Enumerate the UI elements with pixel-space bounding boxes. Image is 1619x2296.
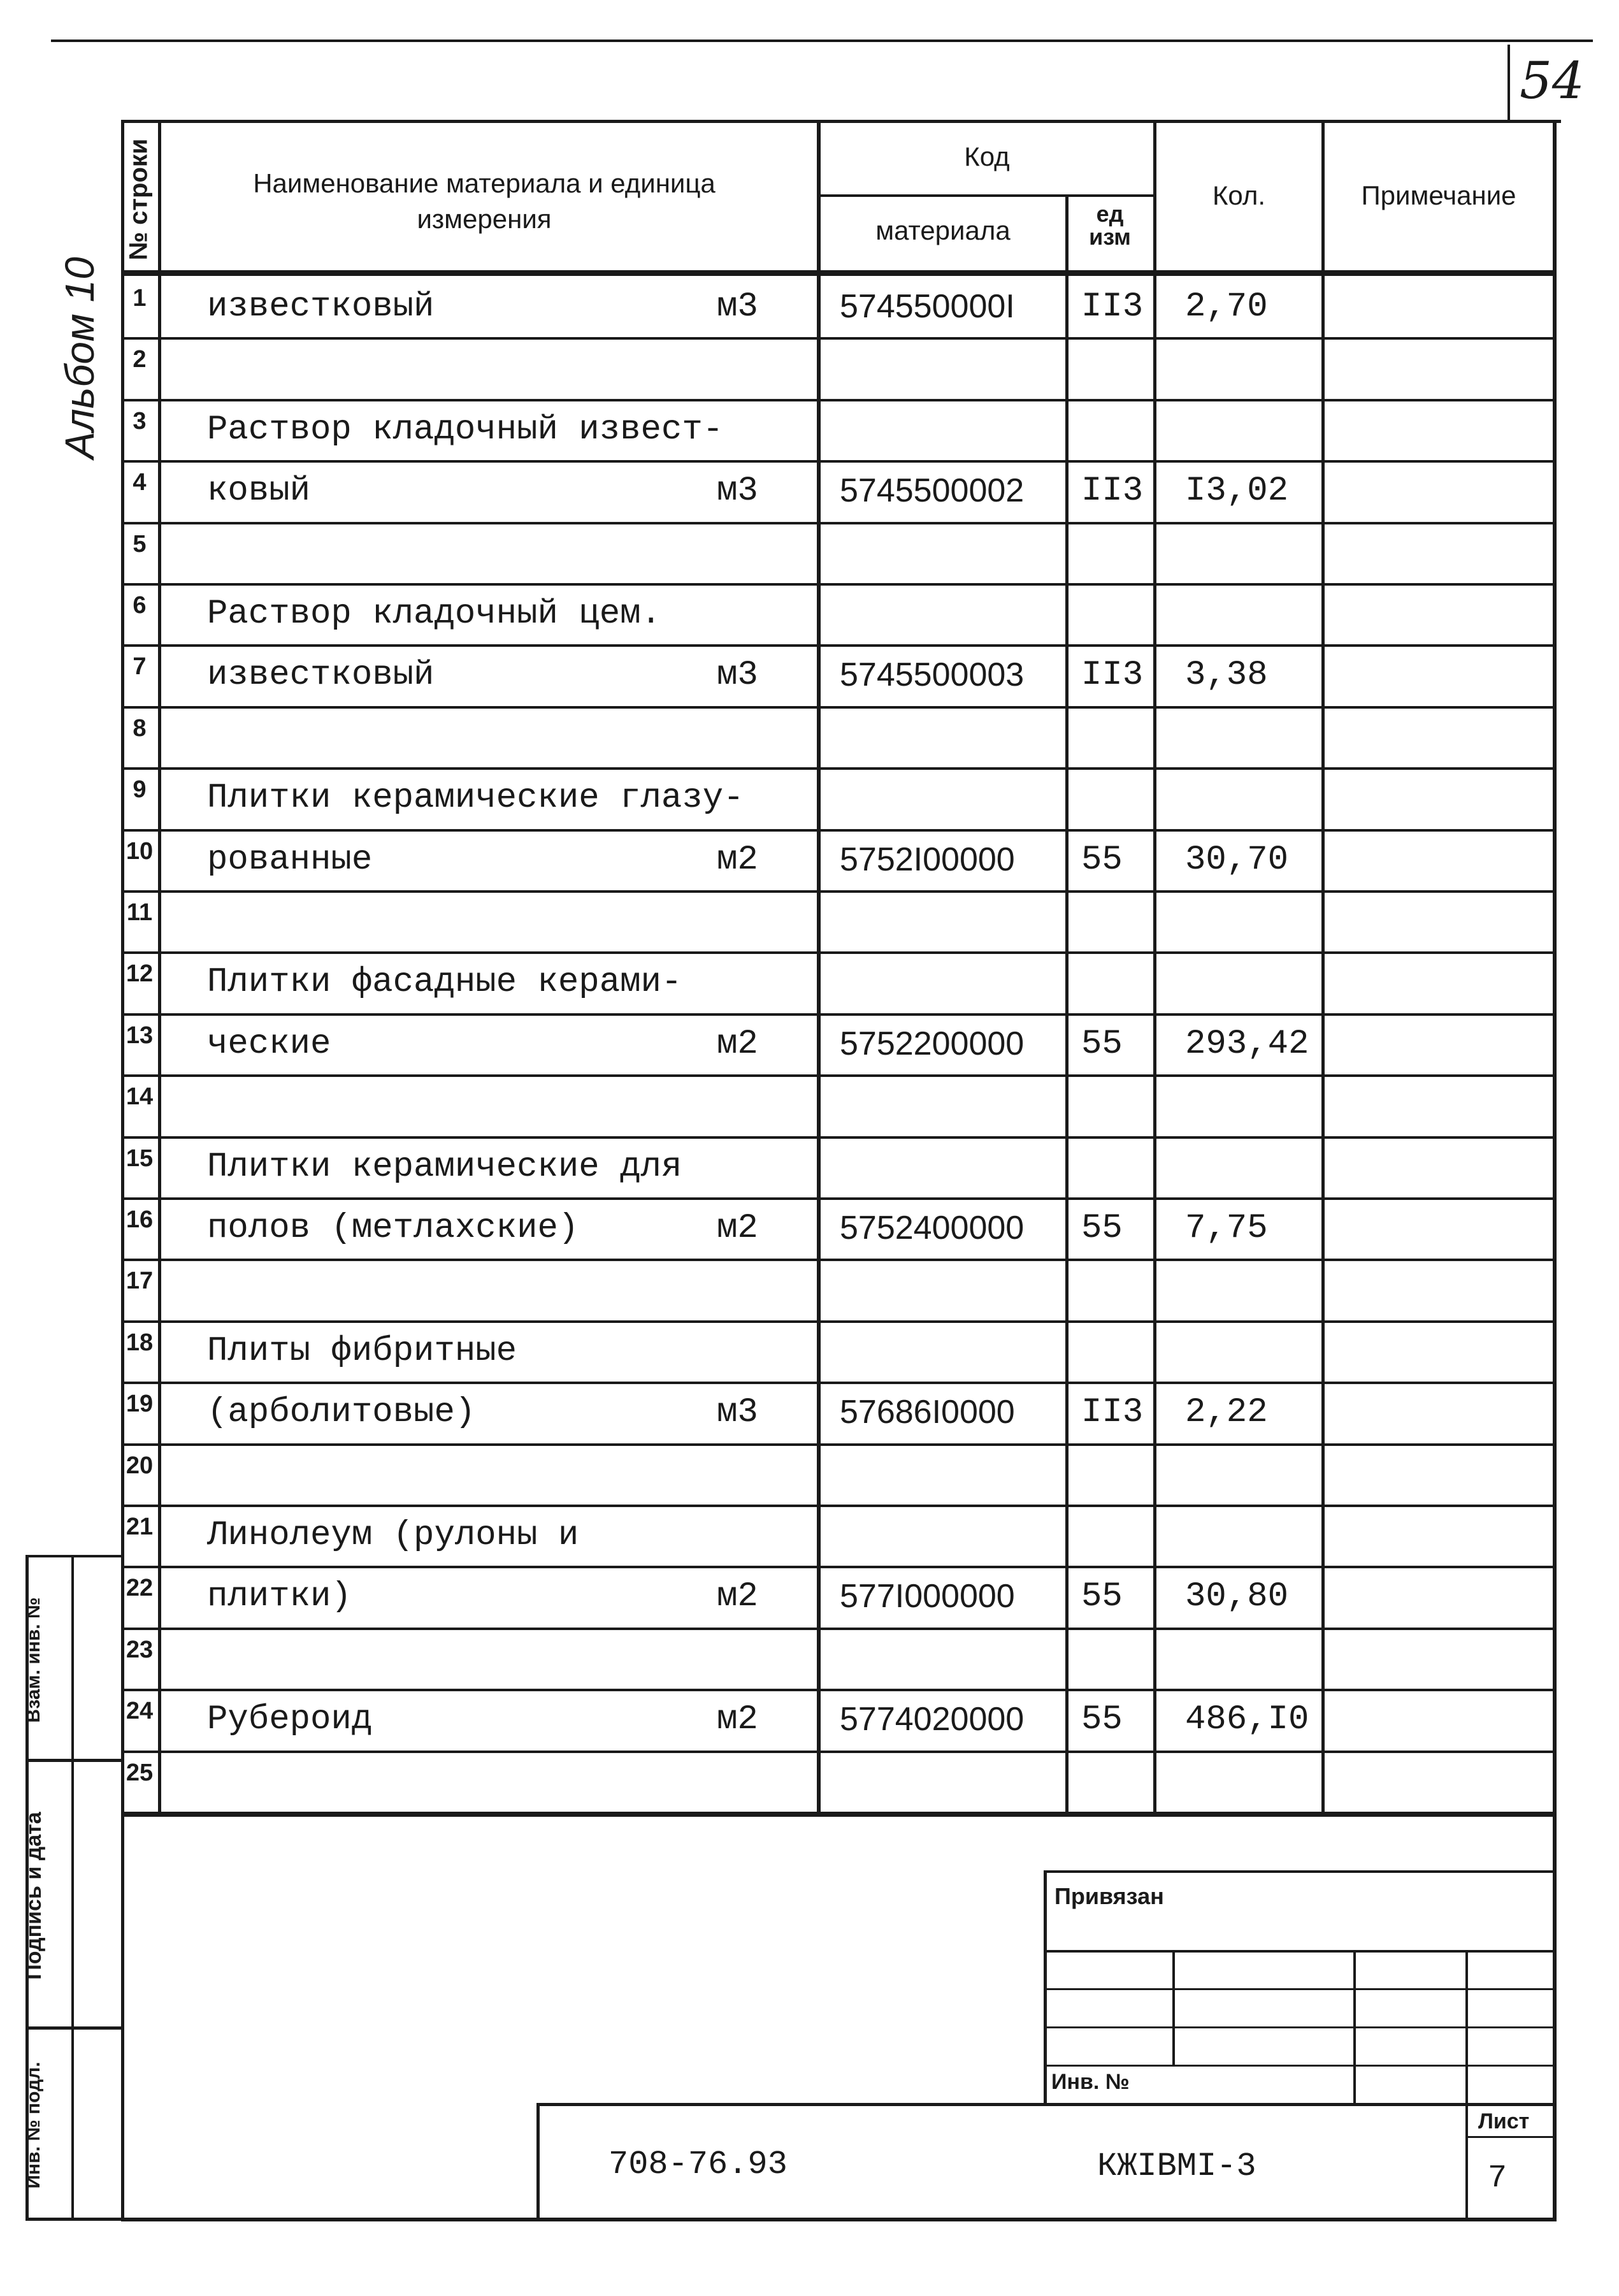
material-unit-code: 55 — [1081, 1209, 1123, 1248]
row-divider — [121, 1628, 1557, 1630]
stamp-doc-code: 708-76.93 — [608, 2146, 788, 2183]
material-unit: м2 — [717, 841, 758, 879]
row-divider — [121, 1443, 1557, 1446]
row-divider — [121, 951, 1557, 954]
row-number: 4 — [133, 469, 147, 496]
row-number: 22 — [126, 1575, 154, 1601]
material-unit-code: 55 — [1081, 1577, 1123, 1616]
material-code: 5752400000 — [840, 1209, 1025, 1246]
row-divider — [121, 1197, 1557, 1200]
stamp-sheet-label: Лист — [1478, 2109, 1530, 2134]
material-unit: м3 — [717, 1393, 758, 1432]
row-divider — [121, 1566, 1557, 1568]
row-divider — [121, 583, 1557, 586]
material-code: 57686I0000 — [840, 1394, 1015, 1431]
material-name: известковый — [207, 656, 435, 695]
row-number: 11 — [126, 899, 153, 926]
material-name: Рубероид — [207, 1700, 373, 1739]
material-code: 574550000I — [840, 288, 1015, 325]
material-qty: 30,70 — [1185, 841, 1289, 879]
material-code: 5745500003 — [840, 656, 1025, 693]
material-qty: 2,70 — [1185, 287, 1268, 326]
header-material: материала — [875, 215, 1011, 245]
material-qty: 293,42 — [1185, 1025, 1309, 1064]
material-unit-code: 55 — [1081, 841, 1123, 879]
material-name: рованные — [207, 841, 373, 879]
row-divider — [121, 1505, 1557, 1507]
material-name: (арболитовые) — [207, 1393, 476, 1432]
row-divider — [121, 522, 1557, 524]
material-unit-code: 55 — [1081, 1700, 1123, 1739]
row-number: 21 — [126, 1513, 154, 1540]
material-name: Плитки керамические глазу- — [207, 779, 744, 818]
material-unit: м3 — [717, 472, 758, 510]
header-note: Примечание — [1361, 180, 1516, 210]
material-unit: м2 — [717, 1025, 758, 1064]
page-number: 54 — [1520, 51, 1585, 110]
material-code: 5752I00000 — [840, 841, 1015, 878]
material-name: плитки) — [207, 1577, 352, 1616]
row-divider — [121, 644, 1557, 647]
header-code: Код — [964, 141, 1010, 171]
row-number: 17 — [126, 1267, 154, 1294]
material-unit: м2 — [717, 1700, 758, 1739]
material-code: 5745500002 — [840, 472, 1025, 509]
material-name: Раствор кладочный извест- — [207, 410, 724, 449]
row-number: 1 — [133, 285, 147, 312]
row-number: 18 — [126, 1329, 154, 1356]
row-number: 7 — [133, 653, 147, 680]
header-row-no: № строки — [124, 138, 153, 261]
row-number: 12 — [126, 960, 154, 987]
row-divider — [121, 1259, 1557, 1261]
stamp-inv-no: Инв. № — [1051, 2070, 1130, 2094]
row-divider — [121, 1689, 1557, 1691]
row-divider — [121, 1013, 1557, 1016]
stamp-mark: КЖIВМI-3 — [1097, 2148, 1256, 2185]
material-name: известковый — [207, 287, 435, 326]
row-divider — [121, 1751, 1557, 1753]
row-number: 24 — [126, 1698, 154, 1724]
top-rule — [51, 40, 1593, 42]
header-name: Наименование материала и единица измерения — [253, 168, 716, 234]
material-code: 5774020000 — [840, 1701, 1025, 1738]
material-name: Плиты фибритные — [207, 1332, 517, 1371]
material-unit: м3 — [717, 287, 758, 326]
row-number: 25 — [126, 1759, 154, 1786]
material-code: 577I000000 — [840, 1578, 1015, 1615]
material-unit-code: II3 — [1081, 1393, 1144, 1432]
material-name: ческие — [207, 1025, 331, 1064]
row-number: 20 — [126, 1452, 154, 1479]
row-divider — [121, 829, 1557, 832]
material-unit-code: 55 — [1081, 1025, 1123, 1064]
material-qty: 3,38 — [1185, 656, 1268, 695]
material-name: ковый — [207, 472, 311, 510]
material-name: Раствор кладочный цем. — [207, 595, 661, 633]
row-number: 23 — [126, 1636, 154, 1663]
material-name: Плитки фасадные керами- — [207, 963, 682, 1002]
row-number: 14 — [126, 1083, 154, 1110]
row-number: 6 — [133, 592, 147, 619]
row-number: 15 — [126, 1145, 154, 1172]
row-divider — [121, 890, 1557, 893]
row-number: 10 — [126, 838, 154, 865]
material-name: полов (метлахские) — [207, 1209, 579, 1248]
row-number: 8 — [133, 715, 147, 742]
material-unit-code: II3 — [1081, 472, 1144, 510]
row-number: 5 — [133, 531, 147, 558]
row-divider — [121, 399, 1557, 401]
row-number: 3 — [133, 408, 147, 435]
material-unit: м2 — [717, 1577, 758, 1616]
material-name: Плитки керамические для — [207, 1148, 682, 1187]
header-unit-code: ед изм — [1089, 201, 1131, 250]
row-divider — [121, 1074, 1557, 1077]
material-unit: м3 — [717, 656, 758, 695]
stamp-privyazan: Привязан — [1054, 1883, 1164, 1909]
row-divider — [121, 1136, 1557, 1139]
material-qty: 30,80 — [1185, 1577, 1289, 1616]
material-unit-code: II3 — [1081, 656, 1144, 695]
page-number-bracket — [1507, 45, 1510, 121]
row-number: 13 — [126, 1022, 154, 1049]
material-qty: 2,22 — [1185, 1393, 1268, 1432]
margin-inv-podl: Инв. № подл. — [23, 2061, 44, 2189]
row-number: 19 — [126, 1390, 154, 1417]
material-unit-code: II3 — [1081, 287, 1144, 326]
material-unit: м2 — [717, 1209, 758, 1248]
row-divider — [121, 1382, 1557, 1384]
stamp-sheet-no: 7 — [1488, 2160, 1507, 2197]
margin-vzam: Взам. инв. № — [23, 1597, 44, 1723]
row-number: 16 — [126, 1206, 154, 1233]
material-qty: 486,I0 — [1185, 1700, 1309, 1739]
row-divider — [121, 706, 1557, 709]
row-number: 9 — [133, 776, 147, 803]
row-divider — [121, 460, 1557, 463]
material-qty: 7,75 — [1185, 1209, 1268, 1248]
material-code: 5752200000 — [840, 1025, 1025, 1062]
header-qty: Кол. — [1212, 180, 1266, 210]
margin-podpis: Подпись и дата — [22, 1812, 46, 1980]
material-name: Линолеум (рулоны и — [207, 1516, 579, 1555]
row-divider — [121, 767, 1557, 770]
album-label: Альбом 10 — [57, 257, 103, 459]
row-divider — [121, 337, 1557, 340]
row-number: 2 — [133, 346, 147, 373]
row-divider — [121, 1320, 1557, 1323]
material-qty: I3,02 — [1185, 472, 1289, 510]
